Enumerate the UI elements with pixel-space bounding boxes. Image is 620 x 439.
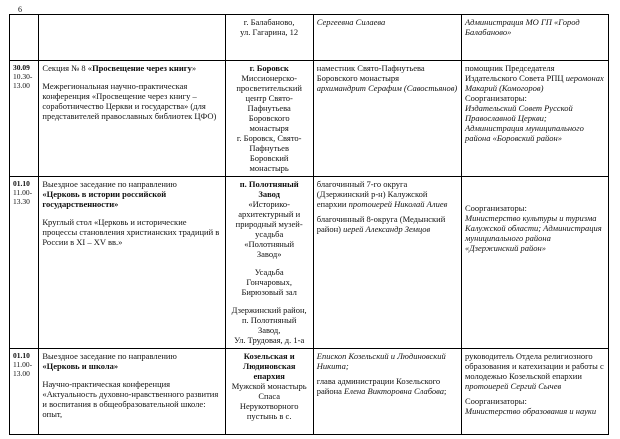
venue-cell [225, 15, 313, 61]
venue-line: г. Балабаново, [243, 17, 295, 27]
organizers-cell [461, 61, 608, 177]
organizers-cell [461, 349, 608, 435]
date-cell [10, 15, 39, 61]
participant-name: протоиерей Николай Алиев [348, 199, 448, 209]
event-time: 11.00-13.00 [13, 360, 33, 378]
venue-line: Ул. Трудовая, д. 1-а [234, 335, 305, 345]
venue-title: п. Полотняный Завод [239, 179, 299, 199]
participants-cell [313, 15, 461, 61]
organizers-cell [461, 177, 608, 349]
participant-name: Елена Викторовна Слабова [344, 386, 445, 396]
co-organizers-list: Издательский Совет Русской Православной Церкви; Администрация муниципального района «Боровский район» [464, 103, 584, 143]
date-cell [10, 61, 39, 177]
co-organizers-list: Министерство культуры и туризма Калужской области; Администрация муниципального района «Дзержинский район» [464, 213, 602, 253]
participant-role: наместник Свято-Пафнутьева Боровского монастыря [316, 63, 425, 83]
page-number: 6 [18, 5, 22, 14]
table-row [10, 15, 609, 61]
participant-role: благочинный 7-го округа (Дзержинский р-н) Калужской епархии [316, 179, 428, 209]
venue-line: просветительский [236, 83, 302, 93]
participants-cell [313, 61, 461, 177]
event-description: Межрегиональная научно-практическая конференция «Просвещение через книгу – соработничество Церкви и государства» (для представителей православных библиотек ЦФО) [42, 81, 217, 121]
venue-line: Завод» [256, 249, 282, 259]
venue-line: природный музей- [235, 219, 303, 229]
venue-title: г. Боровск [249, 63, 289, 73]
venue-title: Козельская и Людиновская епархия [242, 351, 296, 381]
venue-cell [225, 61, 313, 177]
event-cell [39, 177, 225, 349]
event-description: Научно-практическая конференция «Актуальность духовно-нравственного развития и воспитания в общеобразовательной школе: опыт, [42, 379, 219, 419]
date-cell [10, 177, 39, 349]
venue-cell [225, 177, 313, 349]
table-row [10, 61, 609, 177]
participant-name: архимандрит Серафим (Савостьянов) [316, 83, 458, 93]
event-intro: Выездное заседание по направлению [42, 179, 177, 189]
venue-line: Миссионерско- [241, 73, 297, 83]
organizer-role: руководитель Отдела религиозного образования и катехизации и работы с молодежью Козельской епархии [464, 351, 604, 381]
venue-line: Завод, [257, 325, 281, 335]
date-cell [10, 349, 39, 435]
venue-line: Гончаровых, [246, 277, 292, 287]
venue-line: архитектурный и [238, 209, 301, 219]
table-row [10, 349, 609, 435]
venue-line: ул. Гагарина, 12 [240, 27, 299, 37]
event-cell [39, 349, 225, 435]
organizer-name: иеромонах Макарий (Комогоров) [464, 73, 604, 93]
co-organizers-label: Соорганизаторы: [464, 396, 527, 406]
venue-line: Усадьба [254, 267, 284, 277]
event-time: 11.00-13.30 [13, 188, 33, 206]
venue-line: Спаса [258, 391, 280, 401]
venue-line: Боровского [248, 113, 290, 123]
venue-line: Пафнутьев [249, 143, 289, 153]
participants-cell: Епископ Козельский и Людиновский Никита; глава администрации Козельского района Елена Викторовна Слабова; [313, 349, 461, 435]
venue-line: Дзержинский район, [231, 305, 307, 315]
venue-line: центр Свято- [245, 93, 293, 103]
participant-name: Сергеевна Силаева [316, 17, 386, 27]
venue-line: монастырь [249, 163, 289, 173]
participants-cell [313, 177, 461, 349]
event-date: 01.10 [13, 179, 30, 188]
event-cell [39, 61, 225, 177]
venue-line: Пафнутьева [247, 103, 291, 113]
participant-name: иерей Александр Земцов [343, 224, 431, 234]
organizer-role: помощник Председателя Издательского Совета РПЦ [464, 63, 564, 83]
venue-line: «Историко- [248, 199, 290, 209]
event-intro: Выездное заседание по направлению [42, 351, 177, 361]
event-time: 10.30-13.00 [13, 72, 33, 90]
venue-line: г. Боровск, Свято- [236, 133, 302, 143]
venue-line: «Полотняный [244, 239, 295, 249]
participant-name: Епископ Козельский и Людиновский Никита; [316, 351, 446, 371]
event-date: 30.09 [13, 63, 30, 72]
venue-line: Мужской монастырь [231, 381, 307, 391]
organizer-text: Администрация МО ГП «Город Балабаново» [464, 17, 580, 37]
co-organizers-label: Соорганизаторы: [464, 93, 527, 103]
event-date: 01.10 [13, 351, 30, 360]
table-row [10, 177, 609, 349]
participant-role: глава администрации Козельского района [316, 376, 441, 396]
event-title: «Церковь и школа» [42, 361, 119, 371]
schedule-table [9, 14, 609, 435]
venue-line: п. Полотняный [241, 315, 297, 325]
co-organizers-list: Министерство образования и науки [464, 406, 597, 416]
venue-line: Нерукотворного [239, 401, 299, 411]
venue-line: монастыря [249, 123, 289, 133]
venue-cell [225, 349, 313, 435]
participant-role: благочинный 8-округа (Медынский район) [316, 214, 446, 234]
co-organizers-label: Соорганизаторы: [464, 203, 527, 213]
venue-line: Боровский [249, 153, 289, 163]
event-title: «Церковь в истории российской государственности» [42, 189, 167, 209]
event-title: Секция № 8 «Просвещение через книгу» [42, 63, 197, 73]
event-cell [39, 15, 225, 61]
organizers-cell [461, 15, 608, 61]
event-description: Круглый стол «Церковь и исторические процессы становления христианских традиций в России в XI – XV вв.» [42, 217, 220, 247]
venue-line: Бирюзовый зал [241, 287, 297, 297]
venue-line: усадьба [255, 229, 284, 239]
venue-line: пустынь в с. [246, 411, 292, 421]
organizer-name: протоиерей Сергий Сычев [464, 381, 562, 391]
